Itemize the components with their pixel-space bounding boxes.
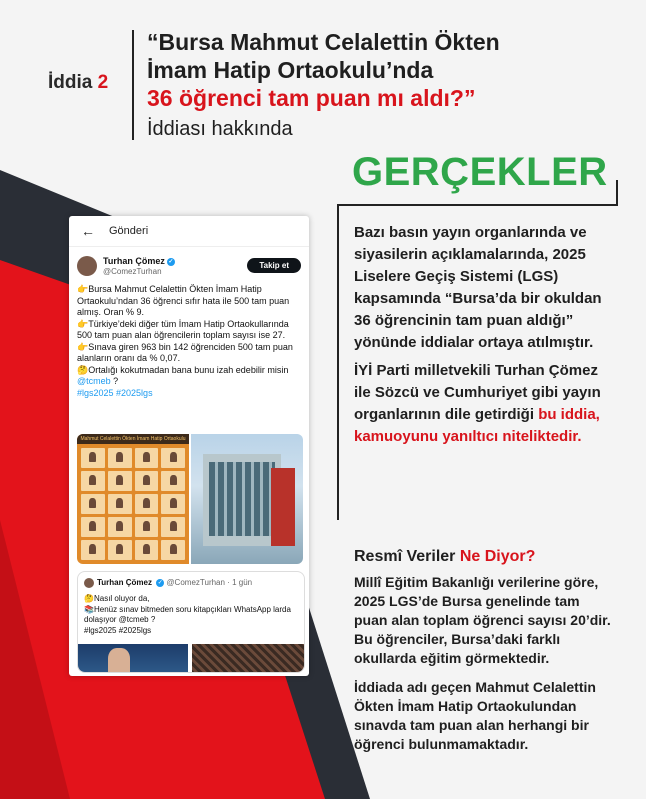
follow-button[interactable]: Takip et: [247, 258, 301, 273]
headline-line-3: 36 öğrenci tam puan mı aldı?”: [147, 85, 476, 111]
tweet-mention-link[interactable]: @tcmeb: [77, 376, 111, 386]
official-paragraph-2: İddiada adı geçen Mahmut Celalettin Ökten İmam Hatip Ortaokulundan sınavda tam puan alan herhangi bir öğrenci bulunmamaktadır.: [354, 679, 596, 752]
tweet-media[interactable]: [77, 434, 303, 564]
facts-frame-left: [337, 204, 339, 520]
student-grid: [81, 448, 185, 560]
school-building-red: [271, 468, 295, 546]
quoted-tweet-author: Turhan Çömez ✓ @ComezTurhan · 1 gün: [84, 578, 252, 588]
tweet-media-school-photo[interactable]: [191, 434, 303, 564]
tweet-handle: @ComezTurhan: [103, 267, 162, 276]
facts-frame-top: [337, 204, 618, 206]
title-divider: [132, 30, 134, 140]
facts-paragraph-2: İYİ Parti milletvekili Turhan Çömez ile Sözcü ve Cumhuriyet gibi yayın organlarının dile getirdiği bu iddia, kamuoyunu yanıltıcı niteliktedir.: [354, 362, 601, 445]
tweet-header-title: Gönderi: [109, 225, 149, 237]
quoted-tweet-text: 🤔Nasıl oluyor da, 📚Henüz sınav bitmeden soru kitapçıkları WhatsApp larda dolaşıyor @tcmeb ? #lgs2025 #2025lgs: [84, 594, 291, 635]
tweet-author: [77, 256, 305, 280]
avatar[interactable]: [77, 256, 97, 276]
quoted-media-1[interactable]: [78, 644, 188, 673]
facts-body: [354, 222, 612, 454]
claim-tag: [48, 72, 108, 94]
school-building: [203, 454, 281, 546]
headline-line-1: “Bursa Mahmut Celalettin Ökten: [147, 29, 500, 55]
tweet-media-poster[interactable]: [77, 434, 189, 564]
headline: [147, 28, 500, 112]
arrow-left-icon[interactable]: ←: [81, 223, 95, 239]
verified-badge-icon: ✓: [157, 580, 163, 586]
headline-line-2: İmam Hatip Ortaokulu’nda: [147, 57, 434, 83]
tweet-header: [69, 216, 309, 247]
avatar: [84, 578, 94, 588]
official-data-title: Resmî Veriler Ne Diyor?: [354, 548, 536, 565]
headline-subtitle: İddiası hakkında: [147, 118, 293, 140]
claim-label: İddia: [48, 72, 93, 93]
tweet-text: 👉Bursa Mahmut Celalettin Ökten İmam Hatip Ortaokulu’ndan 36 öğrenci sıfır hata ile 500 tam puan almış. Oran % 9. 👉Türkiye’deki diğer tüm İmam Hatip Ortaokullarında 500 tam puan alan öğrencilerin toplam sayısı ise 27. 👉Sınava giren 963 bin 142 öğrenciden 500 tam puan alanların oranı da % 0,07. 🤔Ortalığı kokutmadan bana bunu izah edebilir misin @tcmeb ? #lgs2025 #2025lgs: [77, 284, 303, 399]
quoted-media-2[interactable]: [192, 644, 304, 673]
quoted-tweet[interactable]: [77, 571, 305, 673]
official-data-body: [354, 573, 616, 764]
facts-title: GERÇEKLER: [352, 150, 608, 194]
claim-number: 2: [97, 72, 109, 93]
verified-badge-icon: ✓: [168, 258, 174, 265]
tweet-hashtags[interactable]: #lgs2025 #2025lgs: [77, 387, 153, 398]
official-paragraph-1: Millî Eğitim Bakanlığı verilerine göre, 2025 LGS’de Bursa genelinde tam puan alan toplam öğrenci sayısı 20’dir. Bu öğrenciler, Bursa’daki farklı okullarda eğitim görmektedir.: [354, 574, 611, 666]
tweet-card: [69, 216, 309, 676]
media-banner: Mahmut Celalettin Ökten İmam Hatip Ortaokulu: [77, 434, 189, 444]
facts-frame-right: [616, 180, 618, 206]
tweet-user-name[interactable]: Turhan Çömez ✓: [103, 256, 174, 266]
facts-paragraph-1: Bazı basın yayın organlarında ve siyasilerin açıklamalarında, 2025 Liselere Geçiş Sistemi (LGS) kapsamında “Bursa’da bir okuldan 36 öğrencinin tam puan aldığı” yönünde iddialar ortaya atılmıştır.: [354, 224, 602, 351]
